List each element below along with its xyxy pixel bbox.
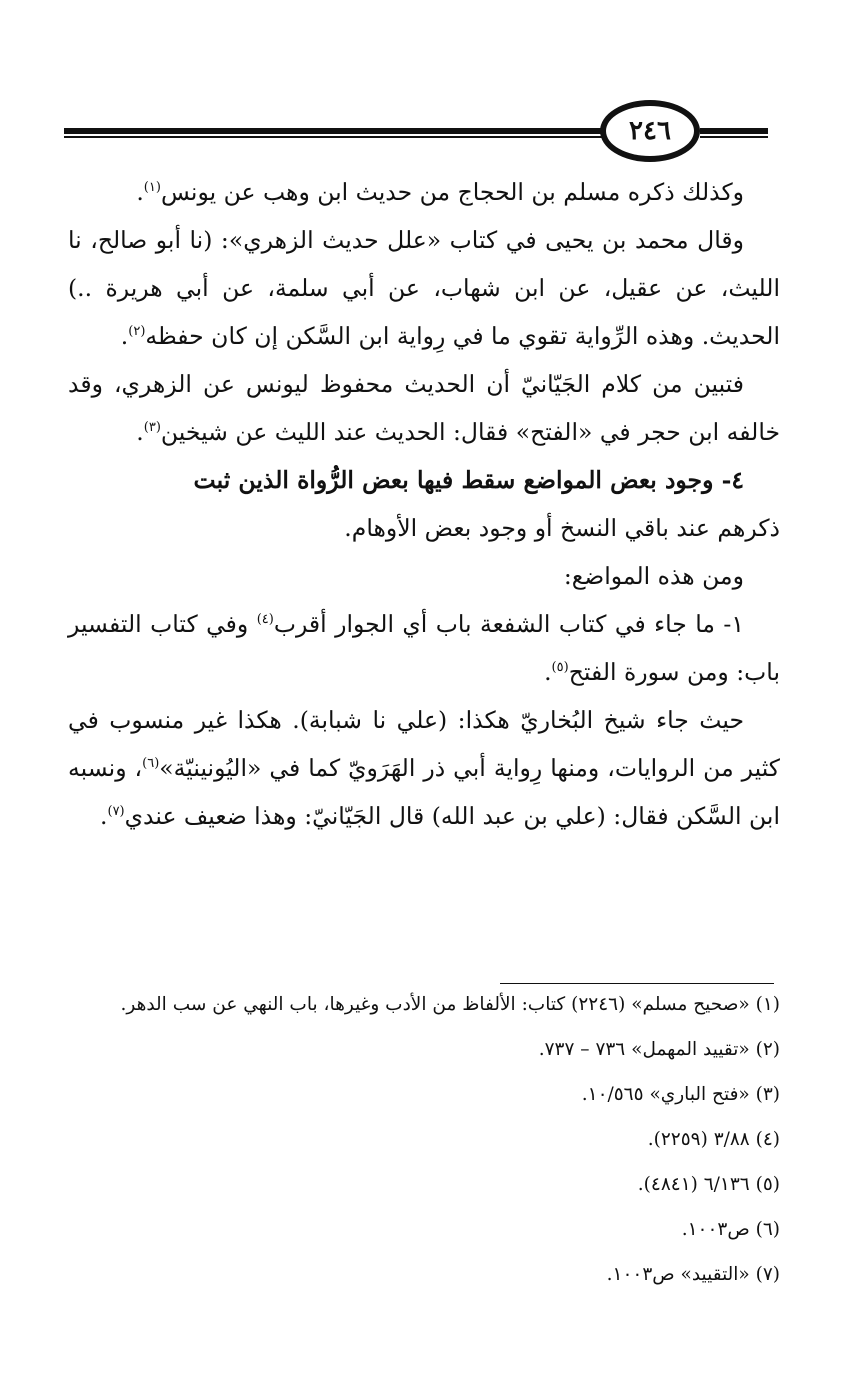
paragraph-examples-intro: ومن هذه المواضع:: [563, 562, 744, 590]
paragraph-explanation: حيث جاء شيخ البُخاريّ هكذا: (علي نا شبابة). هكذا غير منسوب في كثير من الروايات، ومنها رِواية أبي ذر الهَرَويّ كما في «اليُونينيّة»$^{(٦)}$، ونسبه ابن السَّكن فقال: (علي بن عبد الله) قال الجَيّانيّ: وهذا ضعيف عندي$^{(٧)}$.: [68, 706, 780, 830]
page-header: [0, 92, 855, 172]
page-number: ٢٤٦: [600, 100, 700, 162]
footnotes: [64, 982, 780, 1297]
paragraph-1: وكذلك ذكره مسلم بن الحجاج من حديث ابن وهب عن يونس$^{(١)}$.: [136, 178, 744, 206]
footnote-5: (٥) ٦/١٣٦ (٤٨٤١).: [637, 1174, 780, 1195]
header-rule-thin-left: [64, 136, 604, 138]
header-rule-thin-right: [700, 136, 768, 138]
footnote-ref-7: (٧): [107, 804, 125, 820]
footnote-4: (٤) ٣/٨٨ (٢٢٥٩).: [647, 1129, 780, 1150]
footnote-6: (٦) ص١٠٠٣.: [681, 1219, 780, 1240]
header-rule-thick-right: [700, 128, 768, 134]
footnote-1: (١) «صحيح مسلم» (٢٢٤٦) كتاب: الألفاظ من الأدب وغيرها، باب النهي عن سب الدهر.: [120, 994, 780, 1015]
paragraph-2: وقال محمد بن يحيى في كتاب «علل حديث الزهري»: (نا أبو صالح، نا الليث، عن عقيل، عن ابن شهاب، عن أبي سلمة، عن أبي هريرة ..) الحديث. وهذه الرِّواية تقوي ما في رِواية ابن السَّكن إن كان حفظه$^{(٢)}$.: [68, 226, 780, 350]
section-heading-4: ٤- وجود بعض المواضع سقط فيها بعض الرُّواة الذين ثبت: [193, 466, 744, 494]
header-rule-thick-left: [64, 128, 604, 134]
footnote-ref-5: (٥): [551, 660, 569, 676]
footnote-ref-3: (٣): [143, 420, 161, 436]
footnote-3: (٣) «فتح الباري» ١٠/٥٦٥.: [581, 1084, 780, 1105]
footnote-2: (٢) «تقييد المهمل» ٧٣٦ – ٧٣٧.: [538, 1039, 780, 1060]
paragraph-4-continuation: ذكرهم عند باقي النسخ أو وجود بعض الأوهام.: [344, 514, 780, 542]
footnote-ref-1: (١): [143, 180, 161, 196]
paragraph-3: فتبين من كلام الجَيّانيّ أن الحديث محفوظ ليونس عن الزهري، وقد خالفه ابن حجر في «الفتح» فقال: الحديث عند الليث عن شيخين$^{(٣)}$.: [68, 370, 780, 446]
footnote-7: (٧) «التقييد» ص١٠٠٣.: [606, 1264, 780, 1285]
main-text: [68, 168, 780, 840]
footnote-ref-2: (٢): [128, 324, 146, 340]
footnote-ref-4: (٤): [256, 612, 274, 628]
paragraph-example-1: ١- ما جاء في كتاب الشفعة باب أي الجوار أقرب$^{(٤)}$ وفي كتاب التفسير باب: ومن سورة الفتح$^{(٥)}$.: [68, 610, 780, 686]
footnote-ref-6: (٦): [142, 756, 160, 772]
